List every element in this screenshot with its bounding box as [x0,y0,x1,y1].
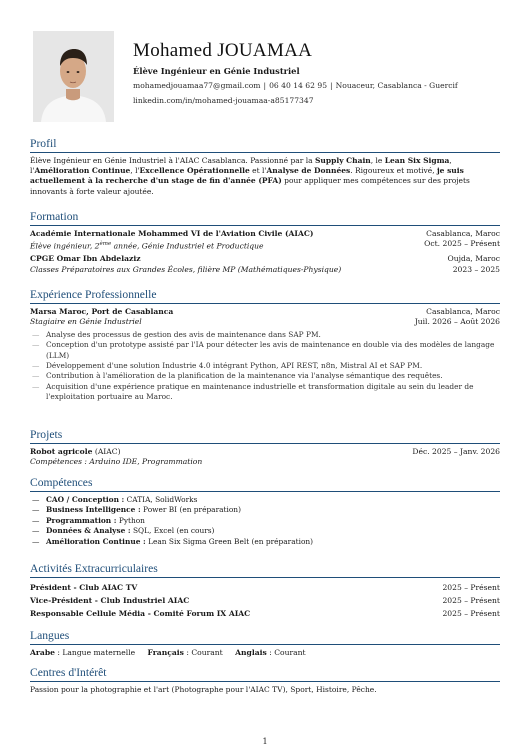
section-interets [30,666,500,695]
profil-text: Élève Ingénieur en Génie Industriel à l'AIAC Casablanca. Passionné par la Supply Chain, le Lean Six Sigma, l'Amélioration Continue, l'Excellence Opérationnelle et l'Analyse de Données. Rigoureux et motivé, je suis actuellement à la recherche d'un stage de fin d'année (PFA) pour appliquer mes compétences sur des projets innovants à forte valeur ajoutée. [30,156,470,196]
list-item: — Acquisition d'une expérience pratique en maintenance industrielle et transformation digitale au sein du leader de l'exploitation portuaire au Maroc. [30,382,500,403]
language-item: Français : Courant [147,648,223,657]
degree-text: Élève ingénieur, 2ème année, Génie Industriel et Productique [30,241,264,251]
phone-text: 06 40 14 62 95 [269,81,328,90]
activity-role: Responsable Cellule Média - Comité Forum IX AIAC [30,609,251,618]
list-item: — CAO / Conception : CATIA, SolidWorks [30,495,500,505]
section-rule [30,681,500,682]
project-dates: Déc. 2025 – Janv. 2026 [412,447,500,456]
section-title: Formation [30,210,79,223]
section-title: Langues [30,629,70,642]
school-place: Casablanca, Maroc [426,229,500,238]
section-competences [30,476,500,547]
list-item: — Amélioration Continue : Lean Six Sigma Green Belt (en préparation) [30,537,500,547]
activity-role: Vice-Président - Club Industriel AIAC [30,596,190,605]
section-activites [30,562,500,620]
project-name: Robot agricole (AIAC) [30,447,121,456]
location-text: Nouaceur, Casablanca - Guercif [335,81,458,90]
language-item: Arabe : Langue maternelle [30,648,136,657]
list-item: — Contribution à l'amélioration de la planification de la maintenance via l'analyse sémantique des requêtes. [30,371,500,381]
project-skills: Compétences : Arduino IDE, Programmation [30,457,203,467]
school-name: CPGE Omar Ibn Abdelaziz [30,254,141,264]
candidate-title: Élève Ingénieur en Génie Industriel [133,66,300,76]
formation-item [30,229,500,252]
list-item: — Programmation : Python [30,516,500,526]
degree-text: Classes Préparatoires aux Grandes Écoles, filière MP (Mathématiques-Physique) [30,264,342,274]
languages-line [30,648,500,658]
school-place: Oujda, Maroc [447,254,500,264]
section-rule [30,644,500,645]
company-name: Marsa Maroc, Port de Casablanca [30,307,174,316]
section-title: Projets [30,428,63,441]
interests-text: Passion pour la photographie et l'art (Photographe pour l'AIAC TV), Sport, Histoire, Pêche. [30,685,377,694]
activity-role: Président - Club AIAC TV [30,583,138,592]
section-title: Compétences [30,476,93,489]
school-name: Académie Internationale Mohammed VI de l'Aviation Civile (AIAC) [30,229,314,238]
section-title: Expérience Professionnelle [30,288,157,301]
section-rule [30,577,500,578]
section-rule [30,491,500,492]
candidate-name: Mohamed JOUAMAA [133,40,313,61]
section-rule [30,225,500,226]
section-rule [30,303,500,304]
company-place: Casablanca, Maroc [426,307,500,316]
section-langues [30,629,500,658]
email-text[interactable]: mohamedjouamaa77@gmail.com [133,81,261,90]
portrait-photo [33,31,114,122]
section-profil [30,137,500,197]
degree-dates: 2023 – 2025 [452,264,500,274]
section-title: Profil [30,137,57,150]
activity-dates: 2025 – Présent [442,609,500,618]
list-item: — Business Intelligence : Power BI (en préparation) [30,505,500,515]
role-text: Stagiaire en Génie Industriel [30,317,142,327]
contact-line: mohamedjouamaa77@gmail.com | 06 40 14 62 95 | Nouaceur, Casablanca - Guercif [133,81,458,90]
section-rule [30,443,500,444]
page-number: 1 [262,737,268,746]
skills-list [30,495,500,547]
language-item: Anglais : Courant [235,648,306,657]
activity-dates: 2025 – Présent [442,583,500,592]
section-rule [30,152,500,153]
formation-item [30,254,500,275]
section-title: Centres d'Intérêt [30,666,107,679]
role-dates: Juil. 2026 – Août 2026 [414,317,500,327]
list-item: — Données & Analyse : SQL, Excel (en cours) [30,526,500,536]
experience-bullets [30,330,500,403]
section-formation [30,210,500,275]
list-item: — Analyse des processus de gestion des avis de maintenance dans SAP PM. [30,330,500,340]
section-experience [30,288,500,403]
activity-dates: 2025 – Présent [442,596,500,605]
list-item: — Développement d'une solution Industrie 4.0 intégrant Python, API REST, n8n, Mistral AI et SAP PM. [30,361,500,371]
linkedin-link[interactable]: linkedin.com/in/mohamed-jouamaa-a85177347 [133,96,314,105]
list-item: — Conception d'un prototype assisté par l'IA pour détecter les avis de maintenance en double via des modèles de langage (LLM) [30,340,500,361]
section-projets [30,428,500,468]
degree-dates: Oct. 2025 – Présent [424,239,500,249]
section-title: Activités Extracurriculaires [30,562,158,575]
